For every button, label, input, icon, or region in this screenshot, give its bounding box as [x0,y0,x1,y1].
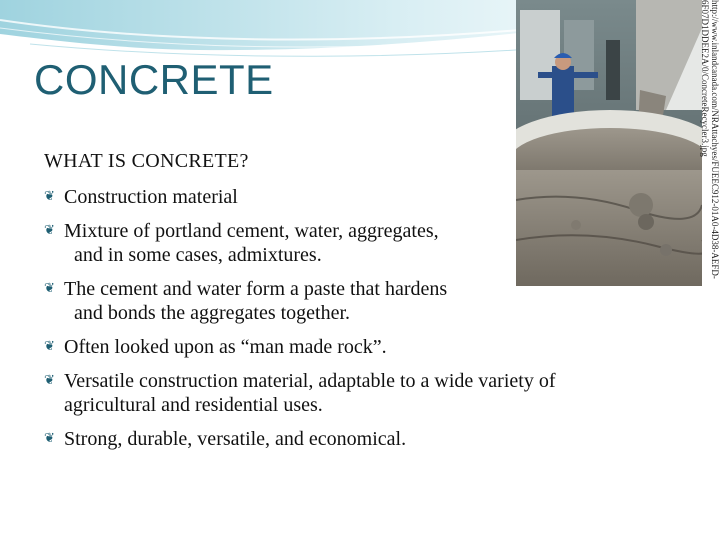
bullet-item [44,185,684,209]
bullet-text-continued: and in some cases, admixtures. [74,244,322,266]
leaf-bullet-icon: ❦ [44,223,55,238]
bullet-item [44,219,684,267]
section-heading: WHAT IS CONCRETE? [44,150,249,172]
bullet-item [44,427,684,451]
bullet-text: Versatile construction material, adaptable to a wide variety of [64,370,556,392]
bullet-text: The cement and water form a paste that hardens [64,278,448,300]
bullet-item [44,277,684,325]
bullet-text: Construction material [64,186,238,208]
bullet-text-continued: and bonds the aggregates together. [74,302,351,324]
slide-body [44,150,684,461]
bullet-text: Mixture of portland cement, water, aggregates, [64,220,439,242]
image-source-caption [702,0,720,300]
leaf-bullet-icon: ❦ [44,189,55,204]
bullet-item [44,369,684,417]
bullet-text-continued: agricultural and residential uses. [64,394,323,416]
bullet-text: Strong, durable, versatile, and economical. [64,428,407,450]
leaf-bullet-icon: ❦ [44,373,55,388]
image-source-url: http://www.inlandcanada.com/NRAttachyes/FUEEC912-01A0-4D38-AEFD-6F07D1DDEE2A/0/ConcreteRecycler3.jpg [700,0,720,279]
slide-title: CONCRETE [34,56,274,103]
leaf-bullet-icon: ❦ [44,281,55,296]
leaf-bullet-icon: ❦ [44,339,55,354]
bullet-item [44,335,684,359]
bullet-text: Often looked upon as “man made rock”. [64,336,387,358]
leaf-bullet-icon: ❦ [44,431,55,446]
